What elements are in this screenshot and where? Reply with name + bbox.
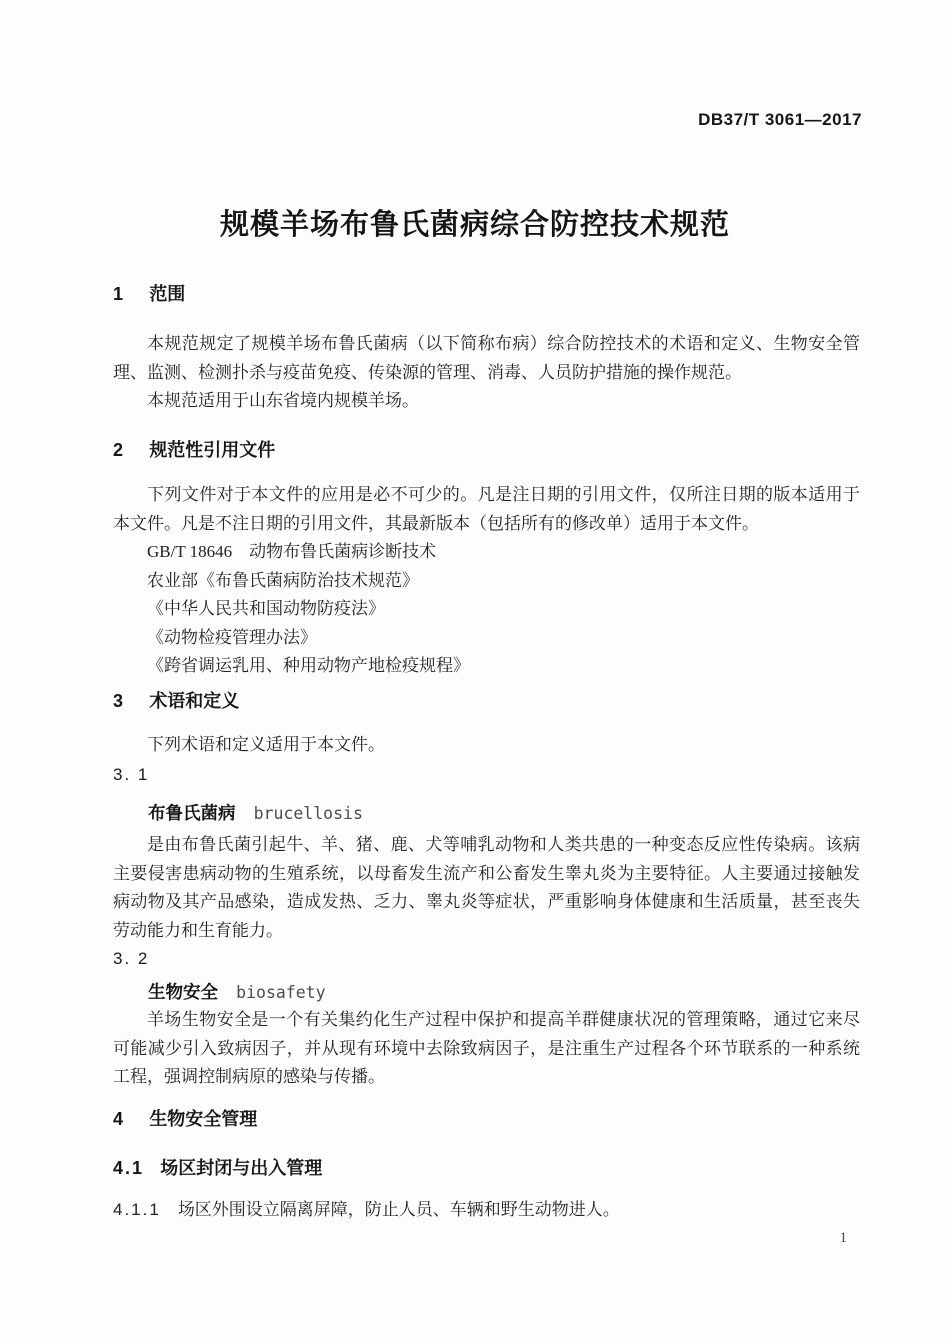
doc-number: DB37/T 3061—2017 bbox=[698, 110, 862, 129]
term-3-1-definition bbox=[113, 831, 860, 945]
section-number: 2 bbox=[113, 440, 126, 460]
reference-list bbox=[113, 538, 860, 681]
reference-item: 《动物检疫管理办法》 bbox=[147, 627, 317, 647]
paragraph: 羊场生物安全是一个有关集约化生产过程中保护和提高羊群健康状况的管理策略，通过它来尽可能减少引入致病因子，并从现有环境中去除致病因子，是注重生产过程各个环节联系的一种系统工程，强调控制病原的感染与传播。 bbox=[113, 1010, 860, 1086]
section-2-heading bbox=[113, 436, 860, 462]
term-name-en: brucellosis bbox=[253, 804, 363, 823]
term-3-1-title bbox=[113, 800, 860, 825]
term-name-en: biosafety bbox=[236, 983, 326, 1002]
term-3-1-number: 3. 1 bbox=[113, 765, 150, 784]
section-1-body bbox=[113, 330, 860, 416]
paragraph: 是由布鲁氏菌引起牛、羊、猪、鹿、犬等哺乳动物和人类共患的一种变态反应性传染病。该病主要侵害患病动物的生殖系统，以母畜发生流产和公畜发生睾丸炎为主要特征。人主要通过接触发病动物及其产品感染，造成发热、乏力、睾丸炎等症状，严重影响身体健康和生活质量，甚至丧失劳动能力和生育能力。 bbox=[113, 835, 860, 940]
subsection-title: 场区封闭与出入管理 bbox=[160, 1158, 323, 1178]
term-3-2-definition bbox=[113, 1006, 860, 1092]
section-title: 生物安全管理 bbox=[149, 1109, 258, 1129]
term-3-2-title bbox=[113, 979, 860, 1004]
paragraph: 本规范适用于山东省境内规模羊场。 bbox=[147, 391, 419, 410]
section-2-body bbox=[113, 481, 860, 681]
term-name-cn: 布鲁氏菌病 bbox=[148, 803, 236, 823]
reference-item: 《跨省调运乳用、种用动物产地检疫规程》 bbox=[147, 656, 470, 675]
paragraph: 本规范规定了规模羊场布鲁氏菌病（以下简称布病）综合防控技术的术语和定义、生物安全管理、监测、检测扑杀与疫苗免疫、传染源的管理、消毒、人员防护措施的操作规范。 bbox=[113, 334, 860, 382]
clause-number: 4.1.1 bbox=[113, 1200, 161, 1219]
clause-text: 场区外围设立隔离屏障，防止人员、车辆和野生动物进人。 bbox=[177, 1200, 620, 1219]
section-1-heading bbox=[113, 280, 860, 306]
subsection-number: 4.1 bbox=[113, 1158, 145, 1178]
term-name-cn: 生物安全 bbox=[148, 982, 218, 1002]
section-number: 1 bbox=[113, 284, 126, 304]
reference-item: GB/T 18646 动物布鲁氏菌病诊断技术 bbox=[147, 542, 437, 561]
clause-4-1-1 bbox=[113, 1196, 860, 1225]
page-number: 1 bbox=[839, 1230, 847, 1246]
section-4-heading bbox=[113, 1105, 860, 1131]
document-title: 规模羊场布鲁氏菌病综合防控技术规范 bbox=[219, 209, 730, 241]
section-3-intro bbox=[113, 731, 860, 760]
term-3-2-number: 3. 2 bbox=[113, 949, 150, 968]
section-title: 术语和定义 bbox=[149, 691, 240, 711]
reference-item: 农业部《布鲁氏菌病防治技术规范》 bbox=[147, 570, 419, 590]
section-number: 3 bbox=[113, 691, 126, 711]
section-title: 范围 bbox=[149, 284, 186, 304]
reference-item: 《中华人民共和国动物防疫法》 bbox=[147, 599, 385, 618]
paragraph: 下列术语和定义适用于本文件。 bbox=[147, 735, 385, 754]
section-4-1-heading bbox=[113, 1154, 860, 1180]
section-number: 4 bbox=[113, 1109, 126, 1129]
section-title: 规范性引用文件 bbox=[149, 440, 276, 460]
section-3-heading bbox=[113, 687, 860, 713]
paragraph: 下列文件对于本文件的应用是必不可少的。凡是注日期的引用文件，仅所注日期的版本适用于本文件。凡是不注日期的引用文件，其最新版本（包括所有的修改单）适用于本文件。 bbox=[113, 485, 860, 533]
